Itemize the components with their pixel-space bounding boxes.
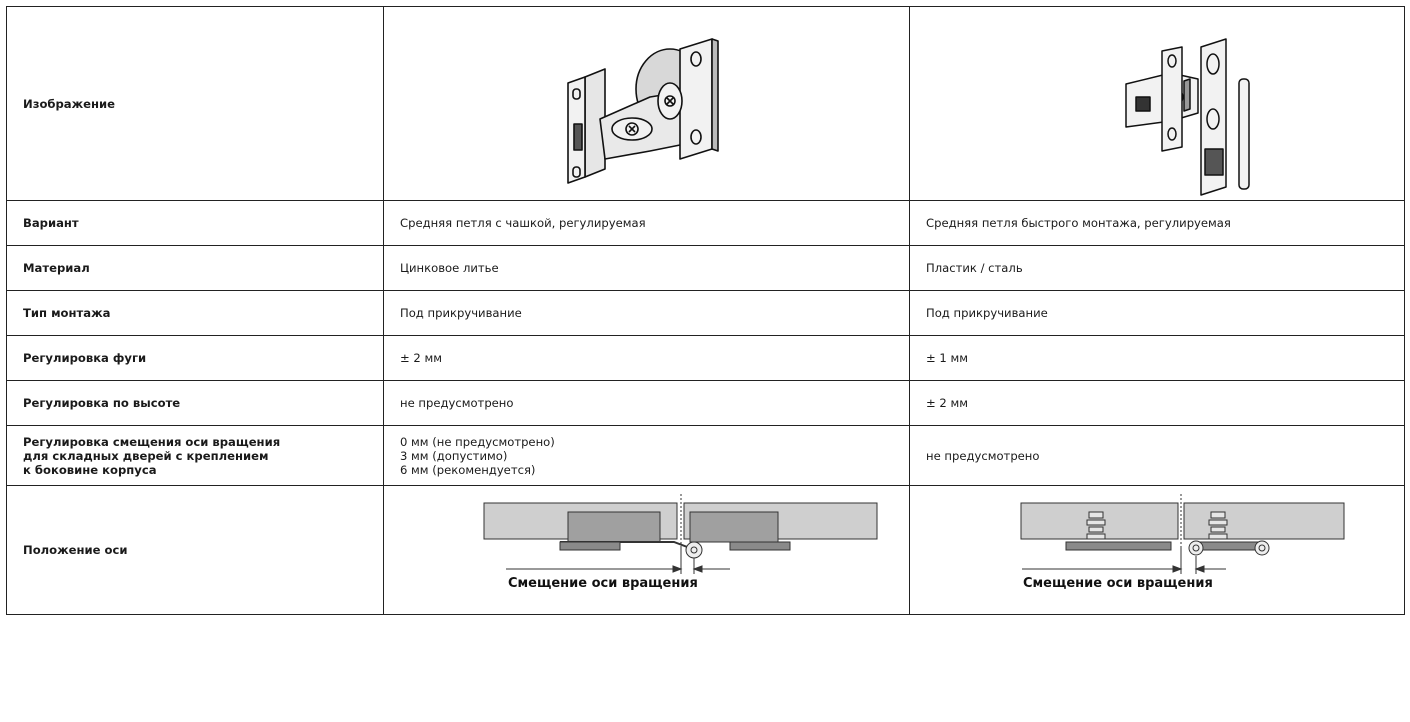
row-label-multiline <box>7 426 384 486</box>
table-cell-multiline <box>384 426 910 486</box>
table-cell: не предусмотрено <box>910 426 1405 486</box>
axis-offset-caption: Смещение оси вращения <box>1023 576 1213 591</box>
table-cell: ± 2 мм <box>384 336 910 381</box>
hinge1-image-cell <box>384 7 910 201</box>
value-line: 3 мм (допустимо) <box>400 448 508 463</box>
value-line: 0 мм (не предусмотрено) <box>400 434 555 449</box>
cup-hinge-illustration-icon <box>400 9 894 199</box>
row-label: Материал <box>7 246 384 291</box>
row-axis-position <box>7 486 1405 615</box>
row-label: Вариант <box>7 201 384 246</box>
row-axis-offset <box>7 426 1405 486</box>
row-label: Положение оси <box>7 486 384 615</box>
row-label: Регулировка по высоте <box>7 381 384 426</box>
table-cell: Средняя петля быстрого монтажа, регулируемая <box>910 201 1405 246</box>
table-cell: Пластик / сталь <box>910 246 1405 291</box>
table-cell: Средняя петля с чашкой, регулируемая <box>384 201 910 246</box>
axis-offset-caption: Смещение оси вращения <box>508 576 698 591</box>
row-material <box>7 246 1405 291</box>
quick-mount-hinge-illustration-icon <box>926 9 1389 199</box>
table-cell: Цинковое литье <box>384 246 910 291</box>
hinge2-image-cell <box>910 7 1405 201</box>
row-variant <box>7 201 1405 246</box>
table-cell: Под прикручивание <box>384 291 910 336</box>
row-mount-type <box>7 291 1405 336</box>
row-label: Регулировка фуги <box>7 336 384 381</box>
row-height-adjust <box>7 381 1405 426</box>
axis2-cell <box>910 486 1405 615</box>
label-line: Регулировка смещения оси вращения <box>23 434 281 449</box>
quick-mount-axis-diagram-icon <box>926 486 1410 614</box>
row-gap-adjust <box>7 336 1405 381</box>
table-cell: ± 1 мм <box>910 336 1405 381</box>
axis1-cell <box>384 486 910 615</box>
cup-hinge-axis-diagram-icon <box>400 486 926 614</box>
value-line: 6 мм (рекомендуется) <box>400 462 536 477</box>
label-line: для складных дверей с креплением <box>23 448 269 463</box>
table-cell: Под прикручивание <box>910 291 1405 336</box>
table-cell: не предусмотрено <box>384 381 910 426</box>
row-label: Тип монтажа <box>7 291 384 336</box>
hinge-comparison-table <box>6 6 1405 615</box>
table-cell: ± 2 мм <box>910 381 1405 426</box>
label-line: к боковине корпуса <box>23 462 157 477</box>
row-image <box>7 7 1405 201</box>
row-label: Изображение <box>7 7 384 201</box>
